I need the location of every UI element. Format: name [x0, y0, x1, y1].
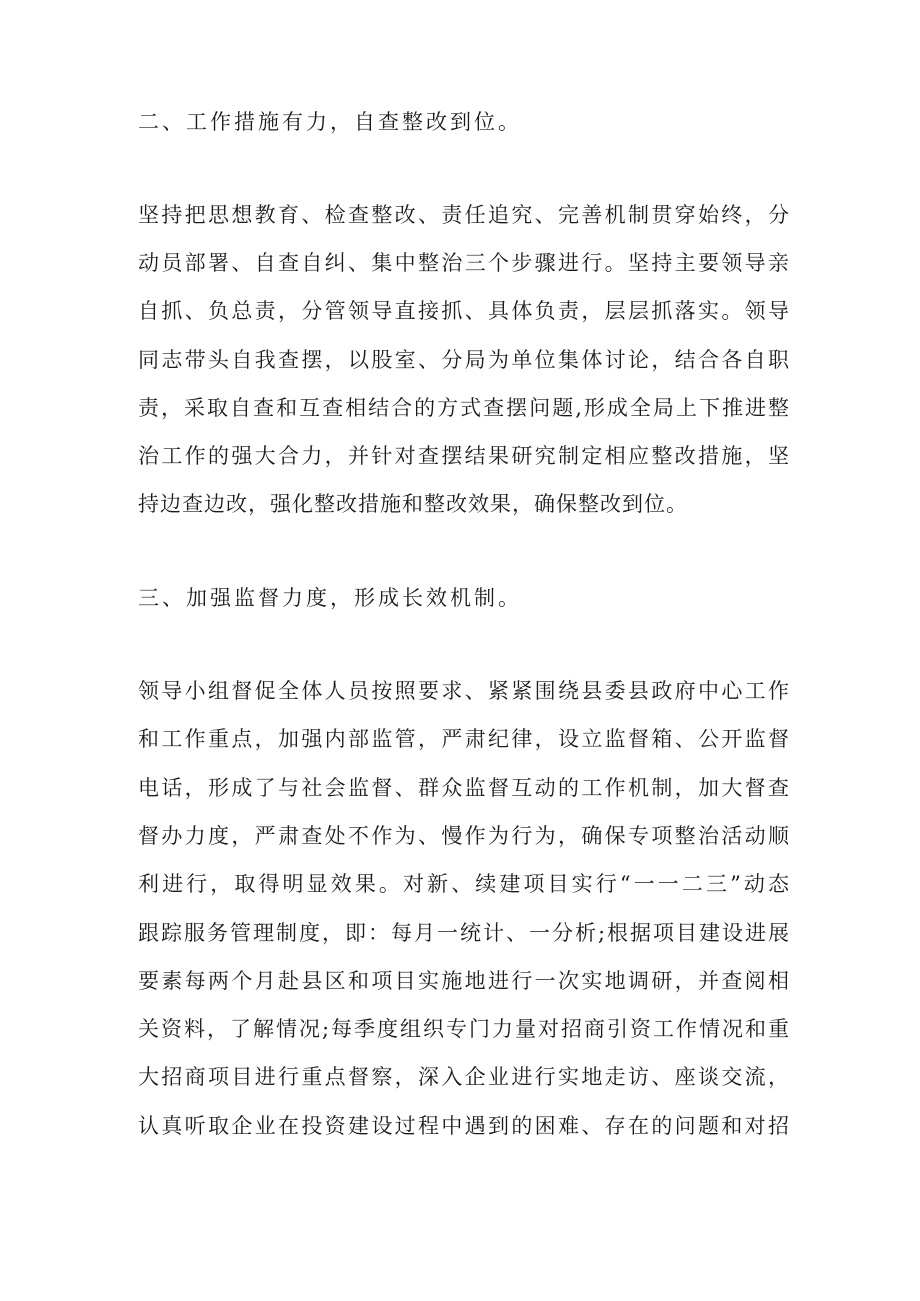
paragraph-line: 利进行，取得明显效果。对新、续建项目实行“一一二三”动态	[138, 872, 790, 896]
paragraph-line: 电话，形成了与社会监督、群众监督互动的工作机制，加大督查	[138, 776, 790, 800]
paragraph-line: 责，采取自查和互查相结合的方式查摆问题,形成全局上下推进整	[138, 396, 790, 420]
paragraph-line: 督办力度，严肃查处不作为、慢作为行为，确保专项整治活动顺	[138, 824, 790, 848]
paragraph-line: 认真听取企业在投资建设过程中遇到的困难、存在的问题和对招	[138, 1114, 790, 1138]
paragraph-line: 领导小组督促全体人员按照要求、紧紧围绕县委县政府中心工作	[138, 679, 790, 703]
paragraph-line: 动员部署、自查自纠、集中整治三个步骤进行。坚持主要领导亲	[138, 251, 790, 275]
paragraph-line: 同志带头自我查摆，以股室、分局为单位集体讨论，结合各自职	[138, 348, 790, 372]
paragraph-line: 自抓、负总责，分管领导直接抓、具体负责，层层抓落实。领导	[138, 299, 790, 323]
paragraph-line: 跟踪服务管理制度，即：每月一统计、一分析;根据项目建设进展	[138, 921, 790, 945]
paragraph-line: 关资料，了解情况;每季度组织专门力量对招商引资工作情况和重	[138, 1017, 790, 1041]
paragraph-line: 大招商项目进行重点督察，深入企业进行实地走访、座谈交流，	[138, 1065, 790, 1089]
section-2-heading: 二、工作措施有力，自查整改到位。	[138, 110, 522, 134]
paragraph-line: 要素每两个月赴县区和项目实施地进行一次实地调研，并查阅相	[138, 969, 790, 993]
paragraph-line: 坚持把思想教育、检查整改、责任追究、完善机制贯穿始终，分	[138, 203, 790, 227]
section-3-heading: 三、加强监督力度，形成长效机制。	[138, 586, 522, 610]
paragraph-line: 持边查边改，强化整改措施和整改效果，确保整改到位。	[138, 492, 688, 516]
paragraph-line: 治工作的强大合力，并针对查摆结果研究制定相应整改措施，坚	[138, 444, 790, 468]
paragraph-line: 和工作重点，加强内部监管，严肃纪律，设立监督箱、公开监督	[138, 727, 790, 751]
